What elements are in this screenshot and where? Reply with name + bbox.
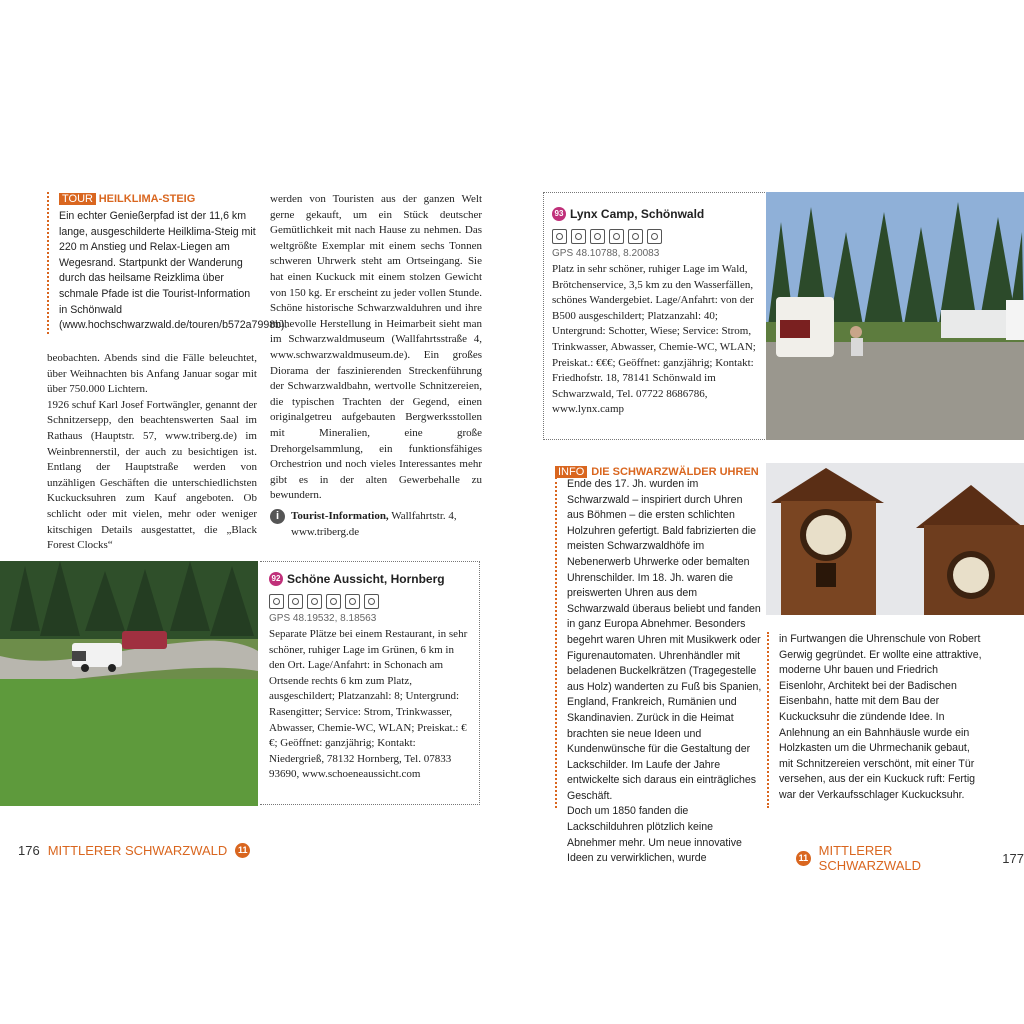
page-number-left: 176 xyxy=(18,843,40,858)
tour-title: HEILKLIMA-STEIG xyxy=(98,193,196,205)
camp-93-box xyxy=(543,192,765,440)
camp-number-badge: 92 xyxy=(269,572,283,586)
tourist-info-label: Tourist-Information, xyxy=(291,510,389,522)
info-left-column xyxy=(555,477,762,865)
photo-lynx-camp xyxy=(766,192,1024,440)
info-tag: INFO xyxy=(555,466,587,478)
camp-92-name: Schöne Aussicht, Hornberg xyxy=(287,572,445,586)
col1-paragraph-2: 1926 schuf Karl Josef Fortwängler, genannt der Schnitzersepp, den beachtenswerten Saal im Rathaus (Hauptstr. 57, www.triberg.de) im Weinbrennerstil, der auch zu besichtigen ist. Entlang der Hauptstraße werden von unzähligen Geschäften die unterschiedlichsten Kuckucksuhren zum Kauf angeboten. Ob schlicht oder mit vielen, mehr oder weniger kitschigen Details ausgestattet, die „Black Forest Clocks“ xyxy=(47,398,257,552)
tour-tag: TOUR xyxy=(59,193,96,205)
info-icon: i xyxy=(270,509,285,524)
photo-hornberg-campsite xyxy=(0,561,258,806)
footer-right xyxy=(796,843,1024,873)
info-text-right: in Furtwangen die Uhrenschule von Robert Gerwig gegründet. Er wollte eine attraktive, moderne Uhr bauen und Friedrich Eisenlohr, Architekt bei der Badischen Eisenbahn, hatte mit dem Bau der Kuckucksuhr die zündende Idee. In Anlehnung an ein Bahnhäusle wurde ein Holzkasten um die Uhrmechanik gebaut, mit Schnitzereien verschönt, mit einer Tür versehen, aus der ein Kuckuck ruft: Fertig war der Verkaufsschlager Kuckucksuhr. xyxy=(779,633,982,801)
water-icon xyxy=(288,594,303,609)
power-icon xyxy=(552,229,567,244)
camp-92-text: Separate Plätze bei einem Restaurant, in sehr schöner, ruhiger Lage im Grünen, 6 km in den Ort. Lage/Anfahrt: in Schonach am Ortsende rechts 6 km zum Platz, ausgeschildert; Platzanzahl: 8; Untergrund: Rasengitter; Service: Strom, Trinkwasser, Abwasser, Chemie-WC, WLAN; Preiskat.: €€; Geöffnet: ganzjährig; Kontakt: Niedergrieß, 78132 Hornberg, Tel. 07833 93690, www.schoeneaussicht.com xyxy=(269,628,468,781)
power-icon xyxy=(269,594,284,609)
tourist-info xyxy=(270,509,482,540)
waste-water-icon xyxy=(307,594,322,609)
camp-number-badge: 93 xyxy=(552,207,566,221)
wifi-icon xyxy=(345,594,360,609)
footer-left-title: MITTLERER SCHWARZWALD xyxy=(47,843,228,858)
wifi-icon xyxy=(628,229,643,244)
tourist-info-text: Wallfahrtstr. 4, www.triberg.de xyxy=(291,510,457,538)
footer-left xyxy=(18,843,250,858)
info-text-left: Ende des 17. Jh. wurden im Schwarzwald – inspiriert durch Uhren aus Böhmen – die ersten schlichten Holzuhren gefertigt. Bald fabrizierten die meisten Schwarzwaldhöfe im Nebenerwerb Uhrwerke oder bemalten Uhrenschilder. Im 18. Jh. waren die preiswerten Uhren aus dem Schwarzwald überaus beliebt und fanden in ganz Europa Abnehmer. Besonders begehrt waren Uhren mit Musikwerk oder Figurenautomaten. Uhrenhändler mit beladenen Buckelkrätzen (Tragegestelle aus Holz) wanderten zu Fuß bis Spanien, England, Frankreich, Rumänien und Skandinavien. Zurück in die Heimat brachten sie neue Ideen und Kundenwünsche für die Gestaltung der Lackschilder. Im Laufe der Jahre entwickelte sich daraus ein einträgliches Geschäft. xyxy=(567,478,762,802)
wc-icon xyxy=(326,594,341,609)
camp-93-text: Platz in sehr schöner, ruhiger Lage im Wald, Brötchenservice, 3,5 km zu den Wasserfällen, schönes Wandergebiet. Lage/Anfahrt: von der B500 ausgeschildert; Platzanzahl: 40; Untergrund: Schotter, Wiese; Service: Strom, Trinkwasser, Abwasser, Chemie-WC, WLAN; Preiskat.: €€€; Geöffnet: ganzjährig; Kontakt: Friedhofstr. 18, 78141 Schönwald im Schwarzwald, Tel. 07722 8686786, www.lynx.camp xyxy=(552,263,756,416)
dog-icon xyxy=(364,594,379,609)
footer-right-title: MITTLERER SCHWARZWALD xyxy=(818,843,921,873)
waste-water-icon xyxy=(590,229,605,244)
page-number-right: 177 xyxy=(1002,850,1024,866)
info-title: DIE SCHWARZWÄLDER UHREN xyxy=(591,466,759,478)
camp-92-box xyxy=(260,561,480,805)
wc-icon xyxy=(609,229,624,244)
camp-93-gps: GPS 48.10788, 8.20083 xyxy=(552,248,660,259)
chapter-badge-left: 11 xyxy=(235,843,250,858)
col2-text xyxy=(270,192,482,504)
col1-paragraph-1: beobachten. Abends sind die Fälle beleuchtet, über Weihnachten bis Anfang Januar sogar mit über 750.000 Lichtern. xyxy=(47,352,257,396)
tour-text: Ein echter Genießerpfad ist der 11,6 km lange, ausgeschilderte Heilklima-Steig mit 220 m Anstieg und Relax-Liegen am Wegesrand. Startpunkt der Wanderung durch das heilsame Reizklima über schmale Pfade ist die Tourist-Information in Schönwald (www.hochschwarzwald.de/touren/b572a7998b). xyxy=(59,210,288,332)
tour-box xyxy=(47,192,288,334)
camp-93-amenity-icons xyxy=(552,229,765,244)
camp-92-gps: GPS 48.19532, 8.18563 xyxy=(269,613,377,624)
col2-paragraph: werden von Touristen aus der ganzen Welt gerne gekauft, um ein Stück deutscher Gemütlichkeit mit nach Hause zu nehmen. Das weltgrößte Exemplar mit einem sechs Tonnen schweren Uhrwerk steht am Ortseingang. Sie hat einen Kuckuck mit einem stolzen Gewicht von 150 kg. Er erscheint zu jeder vollen Stunde. Schöne historische Schwarzwalduhren und ihre mühevolle Herstellung in Heimarbeit sieht man im Schwarzwaldmuseum (Wallfahrtsstraße 4, www.schwarzwaldmuseum.de). Ein großes Diorama der faszinierenden Streckenführung der Schwarzwaldbahn, wertvolle Schnitzereien, die typischen Trachten der Gegend, einen originalgetreu aufgebauten Bergwerksstollen mit Mineralien, eine große Drehorgelsammlung, ein funktionsfähiges Orchestrion und noch vieles Interessantes mehr gibt es in der alten Gewerbehalle zu bewundern. xyxy=(270,193,483,502)
photo-cuckoo-clocks xyxy=(766,463,1024,615)
camp-92-amenity-icons xyxy=(269,594,479,609)
water-icon xyxy=(571,229,586,244)
dog-icon xyxy=(647,229,662,244)
info-right-column xyxy=(767,632,984,808)
col1-text xyxy=(47,351,257,554)
camp-93-name: Lynx Camp, Schönwald xyxy=(570,207,705,221)
chapter-badge-right: 11 xyxy=(796,851,811,866)
info-text-left-2: Doch um 1850 fanden die Lackschilduhren plötzlich keine Abnehmer mehr. Um neue innovative Ideen zu verwirklichen, wurde xyxy=(567,805,742,865)
